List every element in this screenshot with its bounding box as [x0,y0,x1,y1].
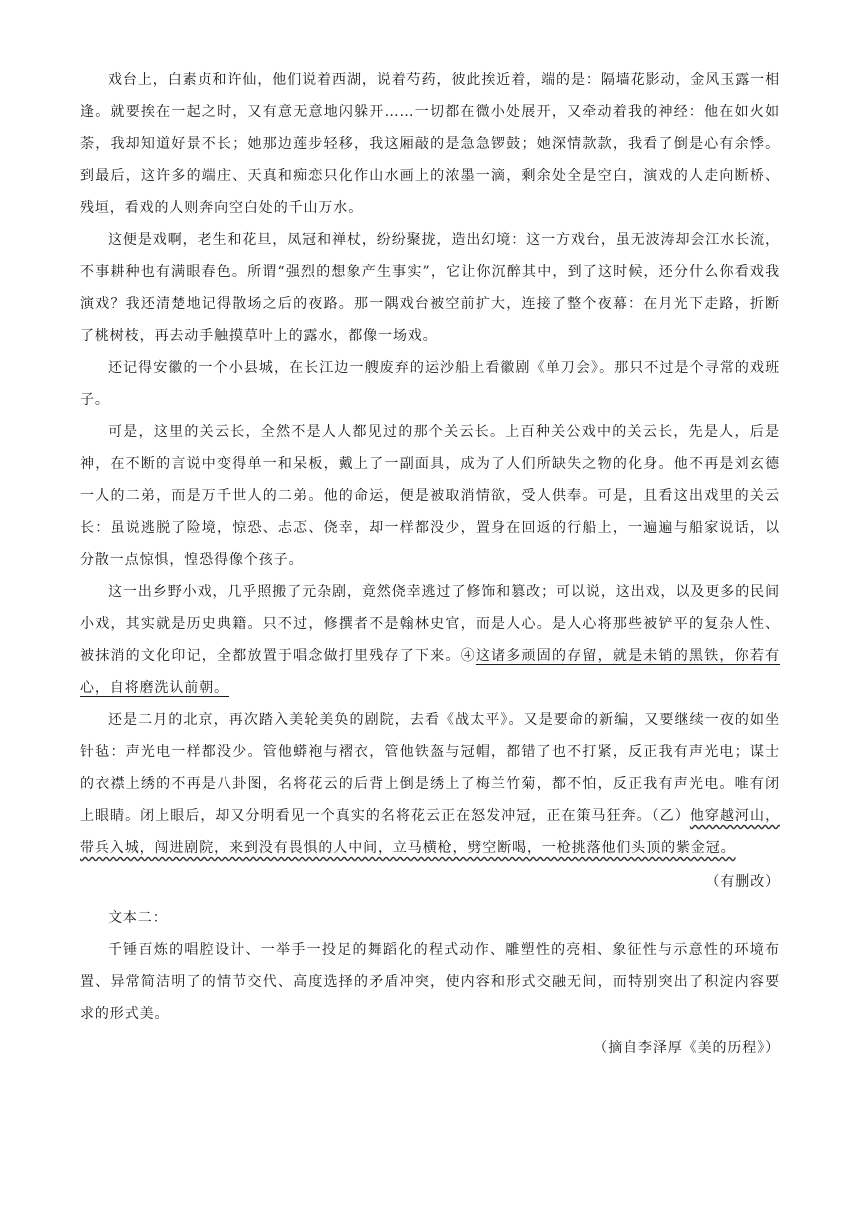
sentence-marker-4: ④ [460,648,476,664]
edit-note: （有删改） [705,874,780,890]
text2-paragraph-1: 千锤百炼的唱腔设计、一举手一投足的舞蹈化的程式动作、雕塑性的亮相、象征性与示意性的环境布置、异常简洁明了的情节交代、高度选择的矛盾冲突，使内容和形式交融无间，而特别突出了积淀内容要求的形式美。 [80,942,780,1022]
text1-paragraph-2: 这便是戏啊，老生和花旦，凤冠和禅杖，纷纷聚拢，造出幻境：这一方戏台，虽无波涛却会江水长流，不事耕种也有满眼春色。所谓“强烈的想象产生事实”，它让你沉醉其中，到了这时候，还分什么你看戏我演戏？我还清楚地记得散场之后的夜路。那一隅戏台被空前扩大，连接了整个夜幕：在月光下走路，折断了桃树枝，再去动手触摸草叶上的露水，都像一场戏。 [80,232,780,344]
text1-paragraph-6 [80,704,780,864]
text1-paragraph-4: 可是，这里的关云长，全然不是人人都见过的那个关云长。上百种关公戏中的关云长，先是人，后是神，在不断的言说中变得单一和呆板，戴上了一副面具，成为了人们所缺失之物的化身。他不再是刘玄德一人的二弟，而是万千世人的二弟。他的命运，便是被取消情欲，受人供奉。可是，且看这出戏里的关云长：虽说逃脱了险境，惊恐、忐忑、侥幸，却一样都没少，置身在回返的行船上，一遍遍与船家说话，以分散一点惊惧，惶恐得像个孩子。 [80,424,780,568]
text2-label: 文本二： [108,910,168,926]
document-page [80,64,780,1068]
text1-paragraph-1: 戏台上，白素贞和许仙，他们说着西湖，说着芍药，彼此挨近着，端的是：隔墙花影动，金风玉露一相逢。就要挨在一起之时，又有意无意地闪躲开……一切都在微小处展开，又牵动着我的神经：他在如火如荼，我却知道好景不长；她那边莲步轻移，我这厢敲的是急急锣鼓；她深情款款，我看了倒是心有余悸。到最后，这许多的端庄、天真和痴恋只化作山水画上的浓墨一滴，剩余处全是空白，演戏的人走向断桥、残垣，看戏的人则奔向空白处的千山万水。 [80,72,780,216]
wavy-underlined-sentence-yi: 他穿越河山，带兵入城，闯进剧院，来到没有畏惧的人中间，立马横枪，劈空断喝，一枪挑落他们头顶的紫金冠。 [80,808,781,856]
text1-paragraph-3: 还记得安徽的一个小县城，在长江边一艘废弃的运沙船上看徽剧《单刀会》。那只不过是个寻常的戏班子。 [80,360,780,408]
text2-source: （摘自李泽厚《美的历程》） [593,1040,780,1056]
paragraph-5-text: 这一出乡野小戏，几乎照搬了元杂剧，竟然侥幸逃过了修饰和篡改；可以说，这出戏，以及更多的民间小戏，其实就是历史典籍。只不过，修撰者不是翰林史官，而是人心。是人心将那些被铲平的复杂人性、被抹消的文化印记，全都放置于唱念做打里残存了下来。 [80,584,780,664]
underlined-sentence-4: 这诸多顽固的存留，就是未销的黑铁，你若有心，自将磨洗认前朝。 [80,648,781,696]
text1-paragraph-5 [80,576,780,704]
paragraph-6-text: 还是二月的北京，再次踏入美轮美奂的剧院，去看《战太平》。又是要命的新编，又要继续一夜的如坐针毡：声光电一样都没少。管他蟒袍与褶衣，管他铁盔与冠帽，都错了也不打紧，反正我有声光电；谋士的衣襟上绣的不再是八卦图，名将花云的后背上倒是绣上了梅兰竹菊，都不怕，反正我有声光电。唯有闭上眼睛。闭上眼后，却又分明看见一个真实的名将花云正在怒发冲冠，正在策马狂奔。 [80,712,780,824]
sentence-marker-yi: （乙） [651,808,690,824]
